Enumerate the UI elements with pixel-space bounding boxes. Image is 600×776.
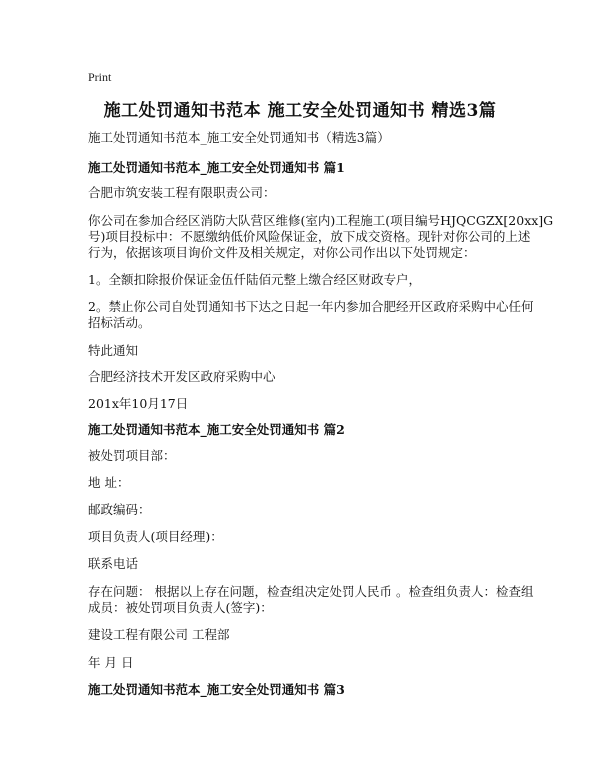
section2-field-phone: 联系电话 <box>88 556 139 571</box>
section2-field-postcode: 邮政编码： <box>88 502 151 517</box>
document-subtitle: 施工处罚通知书范本_施工安全处罚通知书（精选3篇） <box>88 130 390 145</box>
section1-item2-line2: 招标活动。 <box>88 315 151 330</box>
section1-item2-line1: 2。禁止你公司自处罚通知书下达之日起一年内参加合肥经开区政府采购中心任何 <box>88 299 534 314</box>
section2-date-blank: 年 月 日 <box>88 655 134 670</box>
section3-heading: 施工处罚通知书范本_施工安全处罚通知书 篇3 <box>88 682 345 697</box>
section1-closing: 特此通知 <box>88 343 139 358</box>
section2-issue-line1: 存在问题： 根据以上存在问题，检查组决定处罚人民币 。检查组负责人：检查组 <box>88 584 534 599</box>
page-title: 施工处罚通知书范本 施工安全处罚通知书 精选3篇 <box>103 101 497 121</box>
print-label: Print <box>88 70 112 84</box>
section2-field-dept: 被处罚项目部： <box>88 448 176 463</box>
section1-date: 201x年10月17日 <box>88 396 189 411</box>
section1-issuer: 合肥经济技术开发区政府采购中心 <box>88 369 276 384</box>
section2-field-address: 地 址： <box>88 475 130 490</box>
section2-field-manager: 项目负责人(项目经理)： <box>88 529 223 544</box>
section1-heading: 施工处罚通知书范本_施工安全处罚通知书 篇1 <box>88 160 345 175</box>
section2-heading: 施工处罚通知书范本_施工安全处罚通知书 篇2 <box>88 422 345 437</box>
section1-recipient: 合肥市筑安装工程有限职责公司： <box>88 185 276 200</box>
section1-body-line1: 你公司在参加合经区消防大队营区维修(室内)工程施工(项目编号HJQCGZX[20xx]G <box>88 213 554 228</box>
section1-body-line3: 行为，依据该项目询价文件及相关规定，对你公司作出以下处罚规定： <box>88 245 476 260</box>
section2-issue-line2: 成员：被处罚项目负责人(签字)： <box>88 600 273 615</box>
section2-company: 建设工程有限公司 工程部 <box>88 627 230 642</box>
section1-item1: 1。全额扣除报价保证金伍仟陆佰元整上缴合经区财政专户， <box>88 272 421 287</box>
section1-body-line2: 号)项目投标中：不愿缴纳低价风险保证金，放下成交资格。现针对你公司的上述 <box>88 229 531 244</box>
